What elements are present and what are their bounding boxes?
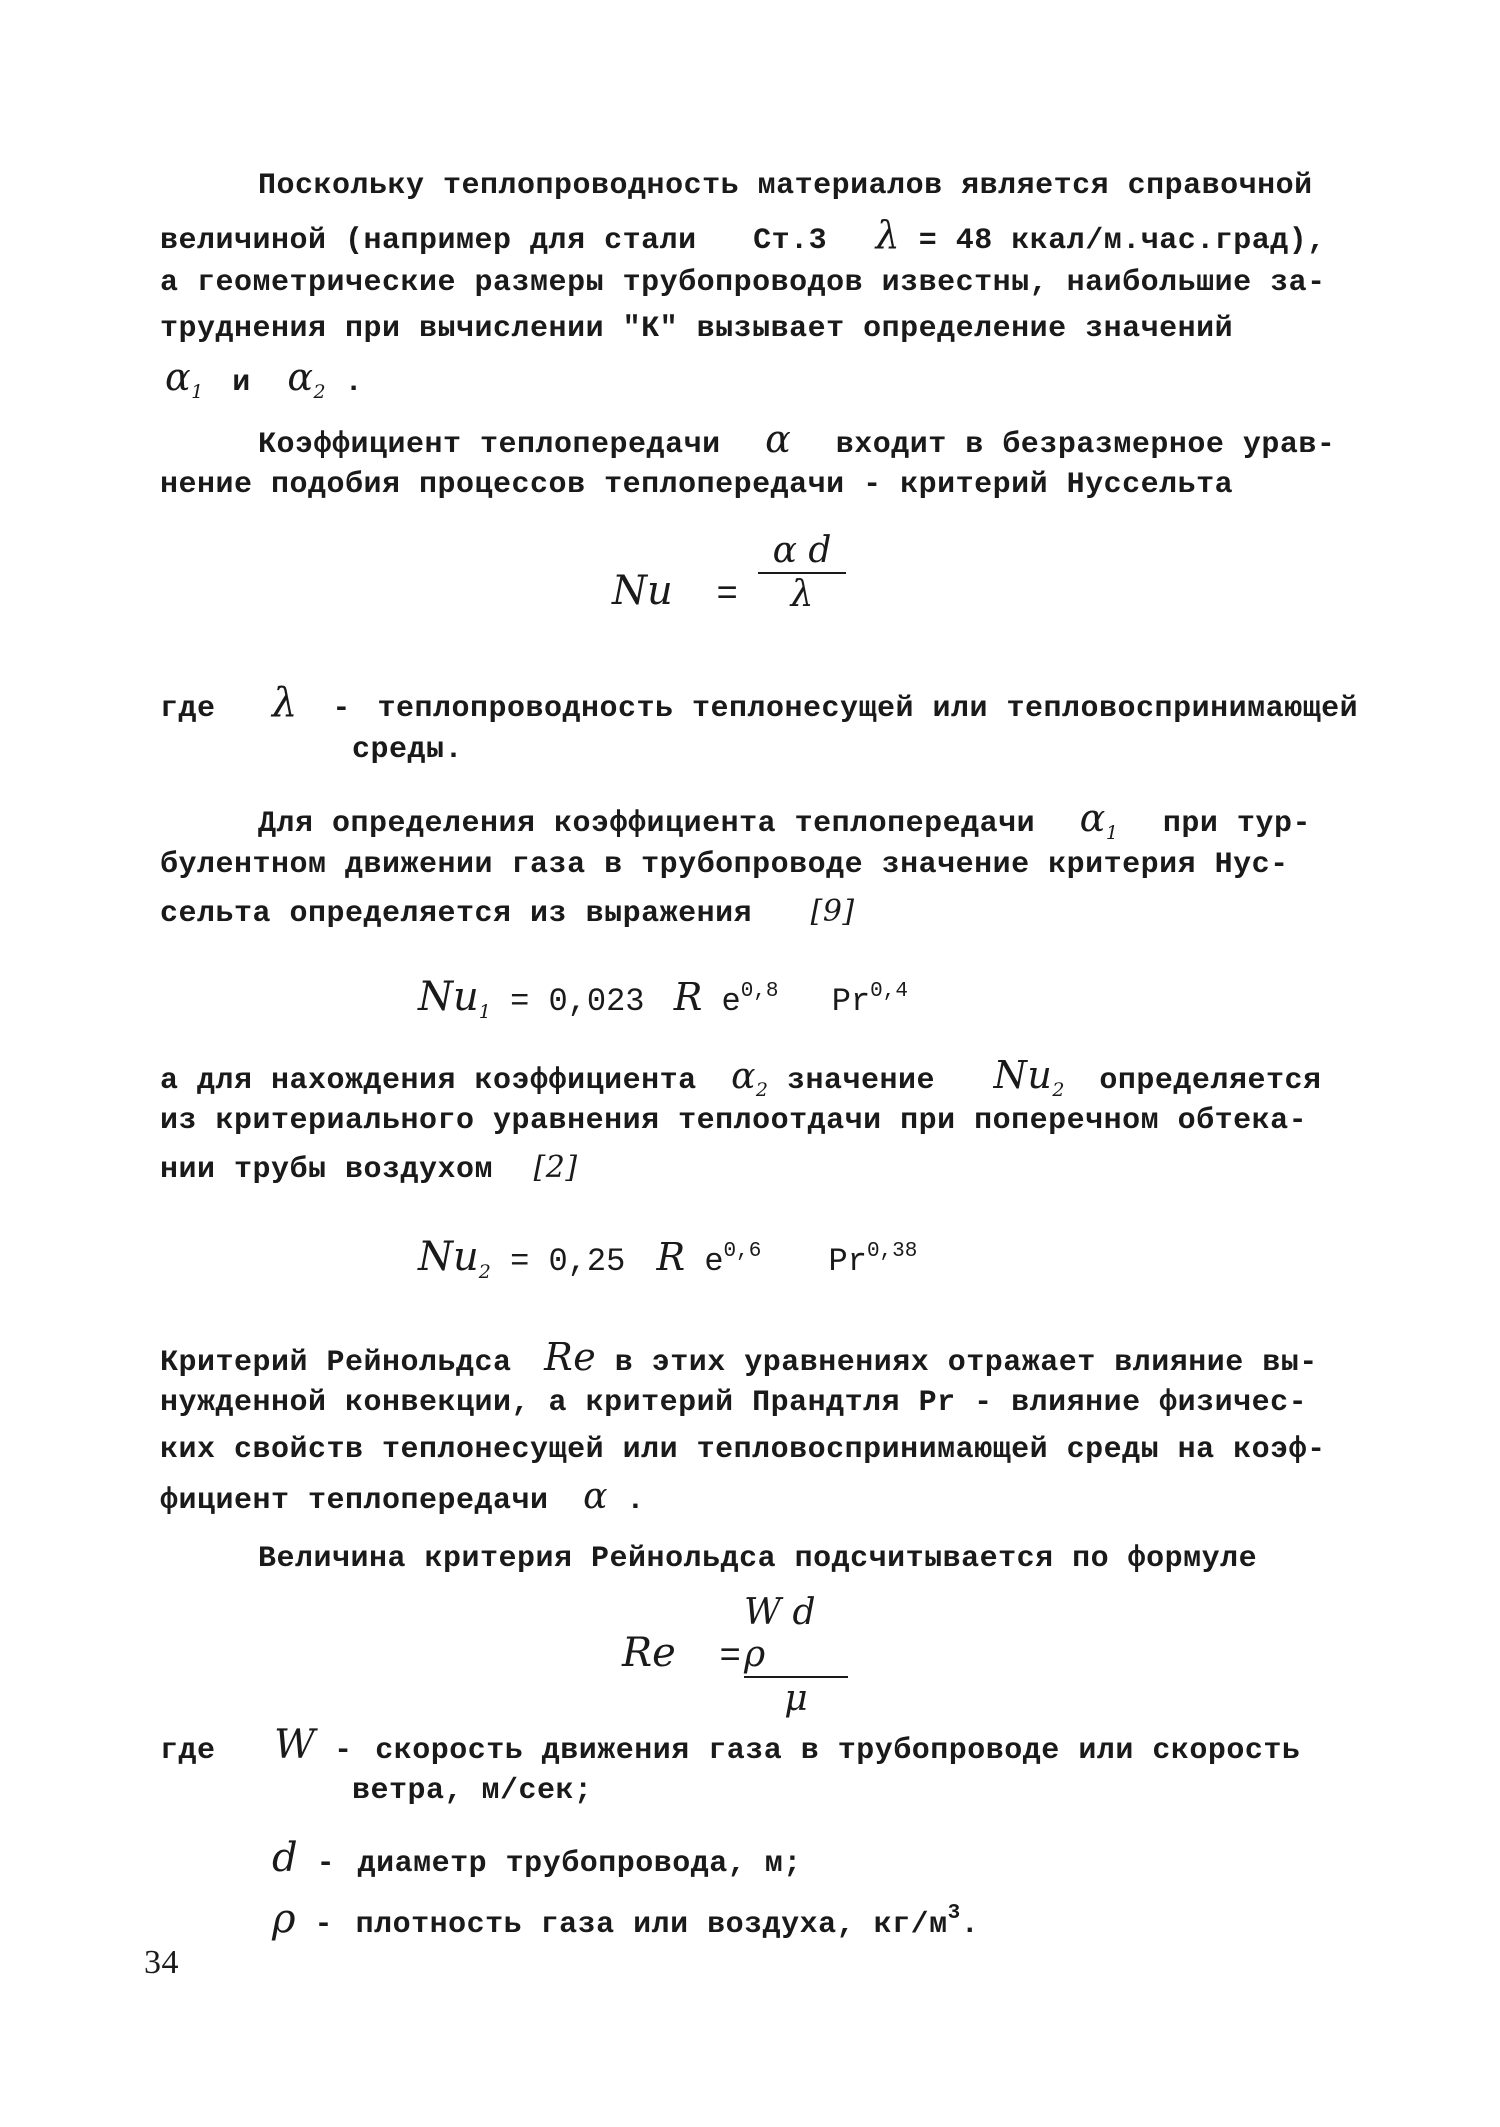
alpha-subscript: 2: [313, 381, 327, 403]
alpha-symbol: α: [1079, 796, 1106, 840]
fraction-nusselt: [758, 530, 846, 616]
para4-text: нии трубы воздухом: [160, 1153, 494, 1187]
para1-line2: [160, 212, 1326, 264]
formula-coefficient: = 0,023: [510, 983, 645, 1020]
unit-exponent: 3: [947, 1902, 961, 1925]
reynolds-e: e: [704, 1243, 724, 1280]
reynolds-symbol: R: [673, 975, 703, 1019]
where2-line1: [160, 1722, 1300, 1774]
fraction-numerator: W d ρ: [744, 1592, 816, 1675]
para3-text: Для определения коэффициента теплопередачи: [258, 807, 1036, 841]
dash: -: [314, 1908, 334, 1942]
alpha-symbol: α: [765, 417, 792, 461]
para5-line1: [160, 1334, 1318, 1386]
para5-text: в этих уравнениях отражает влияние вы-: [614, 1346, 1318, 1380]
para1-line3: а геометрические размеры трубопроводов известны, наибольшие за-: [160, 266, 1326, 300]
reynolds-symbol: Re: [544, 1335, 597, 1379]
para1-line1: Поскольку теплопроводность материалов является справочной: [258, 169, 1313, 203]
where2-density: [272, 1896, 979, 1951]
para4-text: а для нахождения коэффициента: [160, 1064, 697, 1098]
alpha-symbol: α: [731, 1056, 756, 1097]
para2-line1: [258, 416, 1335, 468]
para5-line3: ких свойств теплонесущей или тепловоспринимающей среды на коэф-: [160, 1433, 1326, 1467]
velocity-definition: скорость движения газа в трубопроводе или скорость: [375, 1734, 1301, 1768]
alpha-subscript: 1: [1105, 822, 1119, 844]
formula-coefficient: = 0,25: [510, 1243, 626, 1280]
density-definition: плотность газа или воздуха, кг/м: [355, 1908, 948, 1942]
conjunction: и: [232, 366, 251, 400]
velocity-symbol: W: [274, 1722, 316, 1768]
formula-lhs: Re: [622, 1630, 676, 1676]
para5-line4: [160, 1474, 645, 1524]
where1-line1: [160, 680, 1358, 732]
nusselt-symbol: Nu: [993, 1053, 1053, 1097]
formula-nu2: [418, 1232, 917, 1291]
para4-text: определяется: [1099, 1064, 1322, 1098]
para4-line3: [160, 1145, 578, 1193]
prandtl-symbol: Pr: [828, 1243, 867, 1280]
para1-steel-grade: Ст.3: [753, 224, 828, 258]
diameter-definition: диаметр трубопровода, м;: [357, 1847, 802, 1881]
citation: [2]: [533, 1150, 578, 1185]
formula-lhs: Nu: [418, 974, 479, 1020]
alpha-subscript: 1: [191, 381, 204, 403]
formula-nu1: [418, 972, 908, 1031]
dash: -: [316, 1847, 336, 1881]
para3-text: сельта определяется из выражения: [160, 897, 753, 931]
where2-diameter: [272, 1835, 802, 1887]
para1-line4: труднения при вычислении "К" вызывает определение значений: [160, 312, 1234, 346]
fraction-denominator: λ: [790, 574, 814, 615]
formula-lhs: Nu: [612, 568, 673, 614]
para3-line2: булентном движении газа в трубопроводе значение критерия Нус-: [160, 848, 1289, 882]
formula-lhs: Nu: [418, 1234, 479, 1280]
para1-lambda-value: = 48 ккал/м.час.град),: [918, 224, 1326, 258]
reynolds-exponent: 0,6: [723, 1240, 762, 1263]
alpha-subscript: 2: [755, 1079, 769, 1101]
para2-line2: нение подобия процессов теплопередачи - критерий Нуссельта: [160, 468, 1234, 502]
where2-line2: ветра, м/сек;: [352, 1774, 593, 1808]
period: .: [960, 1908, 980, 1942]
formula-lhs-subscript: 2: [478, 1261, 491, 1283]
prandtl-exponent: 0,38: [866, 1240, 918, 1263]
where-label: где: [160, 1734, 216, 1768]
period: .: [626, 1484, 645, 1518]
para2-text: Коэффициент теплопередачи: [258, 428, 721, 462]
formula-reynolds: [622, 1628, 741, 1682]
para5-text: фициент теплопередачи: [160, 1484, 549, 1518]
formula-nusselt: [612, 566, 738, 620]
period: .: [344, 366, 364, 400]
lambda-symbol: λ: [875, 213, 901, 257]
alpha-symbol: α: [287, 355, 314, 399]
para3-line3: [160, 889, 855, 937]
para3-text: при тур-: [1162, 807, 1311, 841]
density-symbol: ρ: [272, 1896, 297, 1942]
where-label: где: [160, 692, 216, 726]
reynolds-e: e: [721, 983, 741, 1020]
where1-line2: среды.: [352, 733, 464, 767]
para4-text: значение: [787, 1064, 936, 1098]
formula-equals: =: [716, 574, 738, 615]
alpha-symbol: α: [165, 355, 192, 399]
diameter-symbol: d: [272, 1835, 299, 1881]
formula-lhs-subscript: 1: [478, 1001, 491, 1023]
where1-definition: теплопроводность теплонесущей или тепловоспринимающей: [377, 692, 1359, 726]
para1-line5: [165, 354, 363, 407]
formula-equals: =: [719, 1636, 742, 1677]
para4-line2: из критериального уравнения теплоотдачи при поперечном обтека-: [160, 1104, 1308, 1138]
para2-text: входит в безразмерное урав-: [835, 428, 1336, 462]
nusselt-subscript: 2: [1052, 1079, 1065, 1101]
para5-text: Критерий Рейнольдса: [160, 1346, 512, 1380]
citation: [9]: [810, 894, 855, 929]
prandtl-exponent: 0,4: [870, 980, 908, 1003]
alpha-symbol: α: [583, 1476, 608, 1517]
prandtl-symbol: Pr: [831, 983, 871, 1020]
page-number: 34: [144, 1944, 179, 1981]
dash: -: [334, 1734, 353, 1768]
reynolds-exponent: 0,8: [740, 980, 779, 1003]
para6-line1: Величина критерия Рейнольдса подсчитывается по формуле: [258, 1542, 1258, 1576]
para3-line1: [258, 795, 1311, 848]
fraction-numerator: α d: [772, 530, 832, 571]
para5-line2: нужденной конвекции, а критерий Прандтля Pr - влияние физичес-: [160, 1386, 1308, 1420]
para1-line2-text: величиной (например для стали: [160, 224, 697, 258]
fraction-reynolds: [744, 1592, 848, 1720]
reynolds-symbol: R: [656, 1235, 686, 1279]
lambda-symbol: λ: [272, 680, 298, 726]
fraction-denominator: μ: [784, 1678, 808, 1719]
dash: -: [332, 692, 351, 726]
